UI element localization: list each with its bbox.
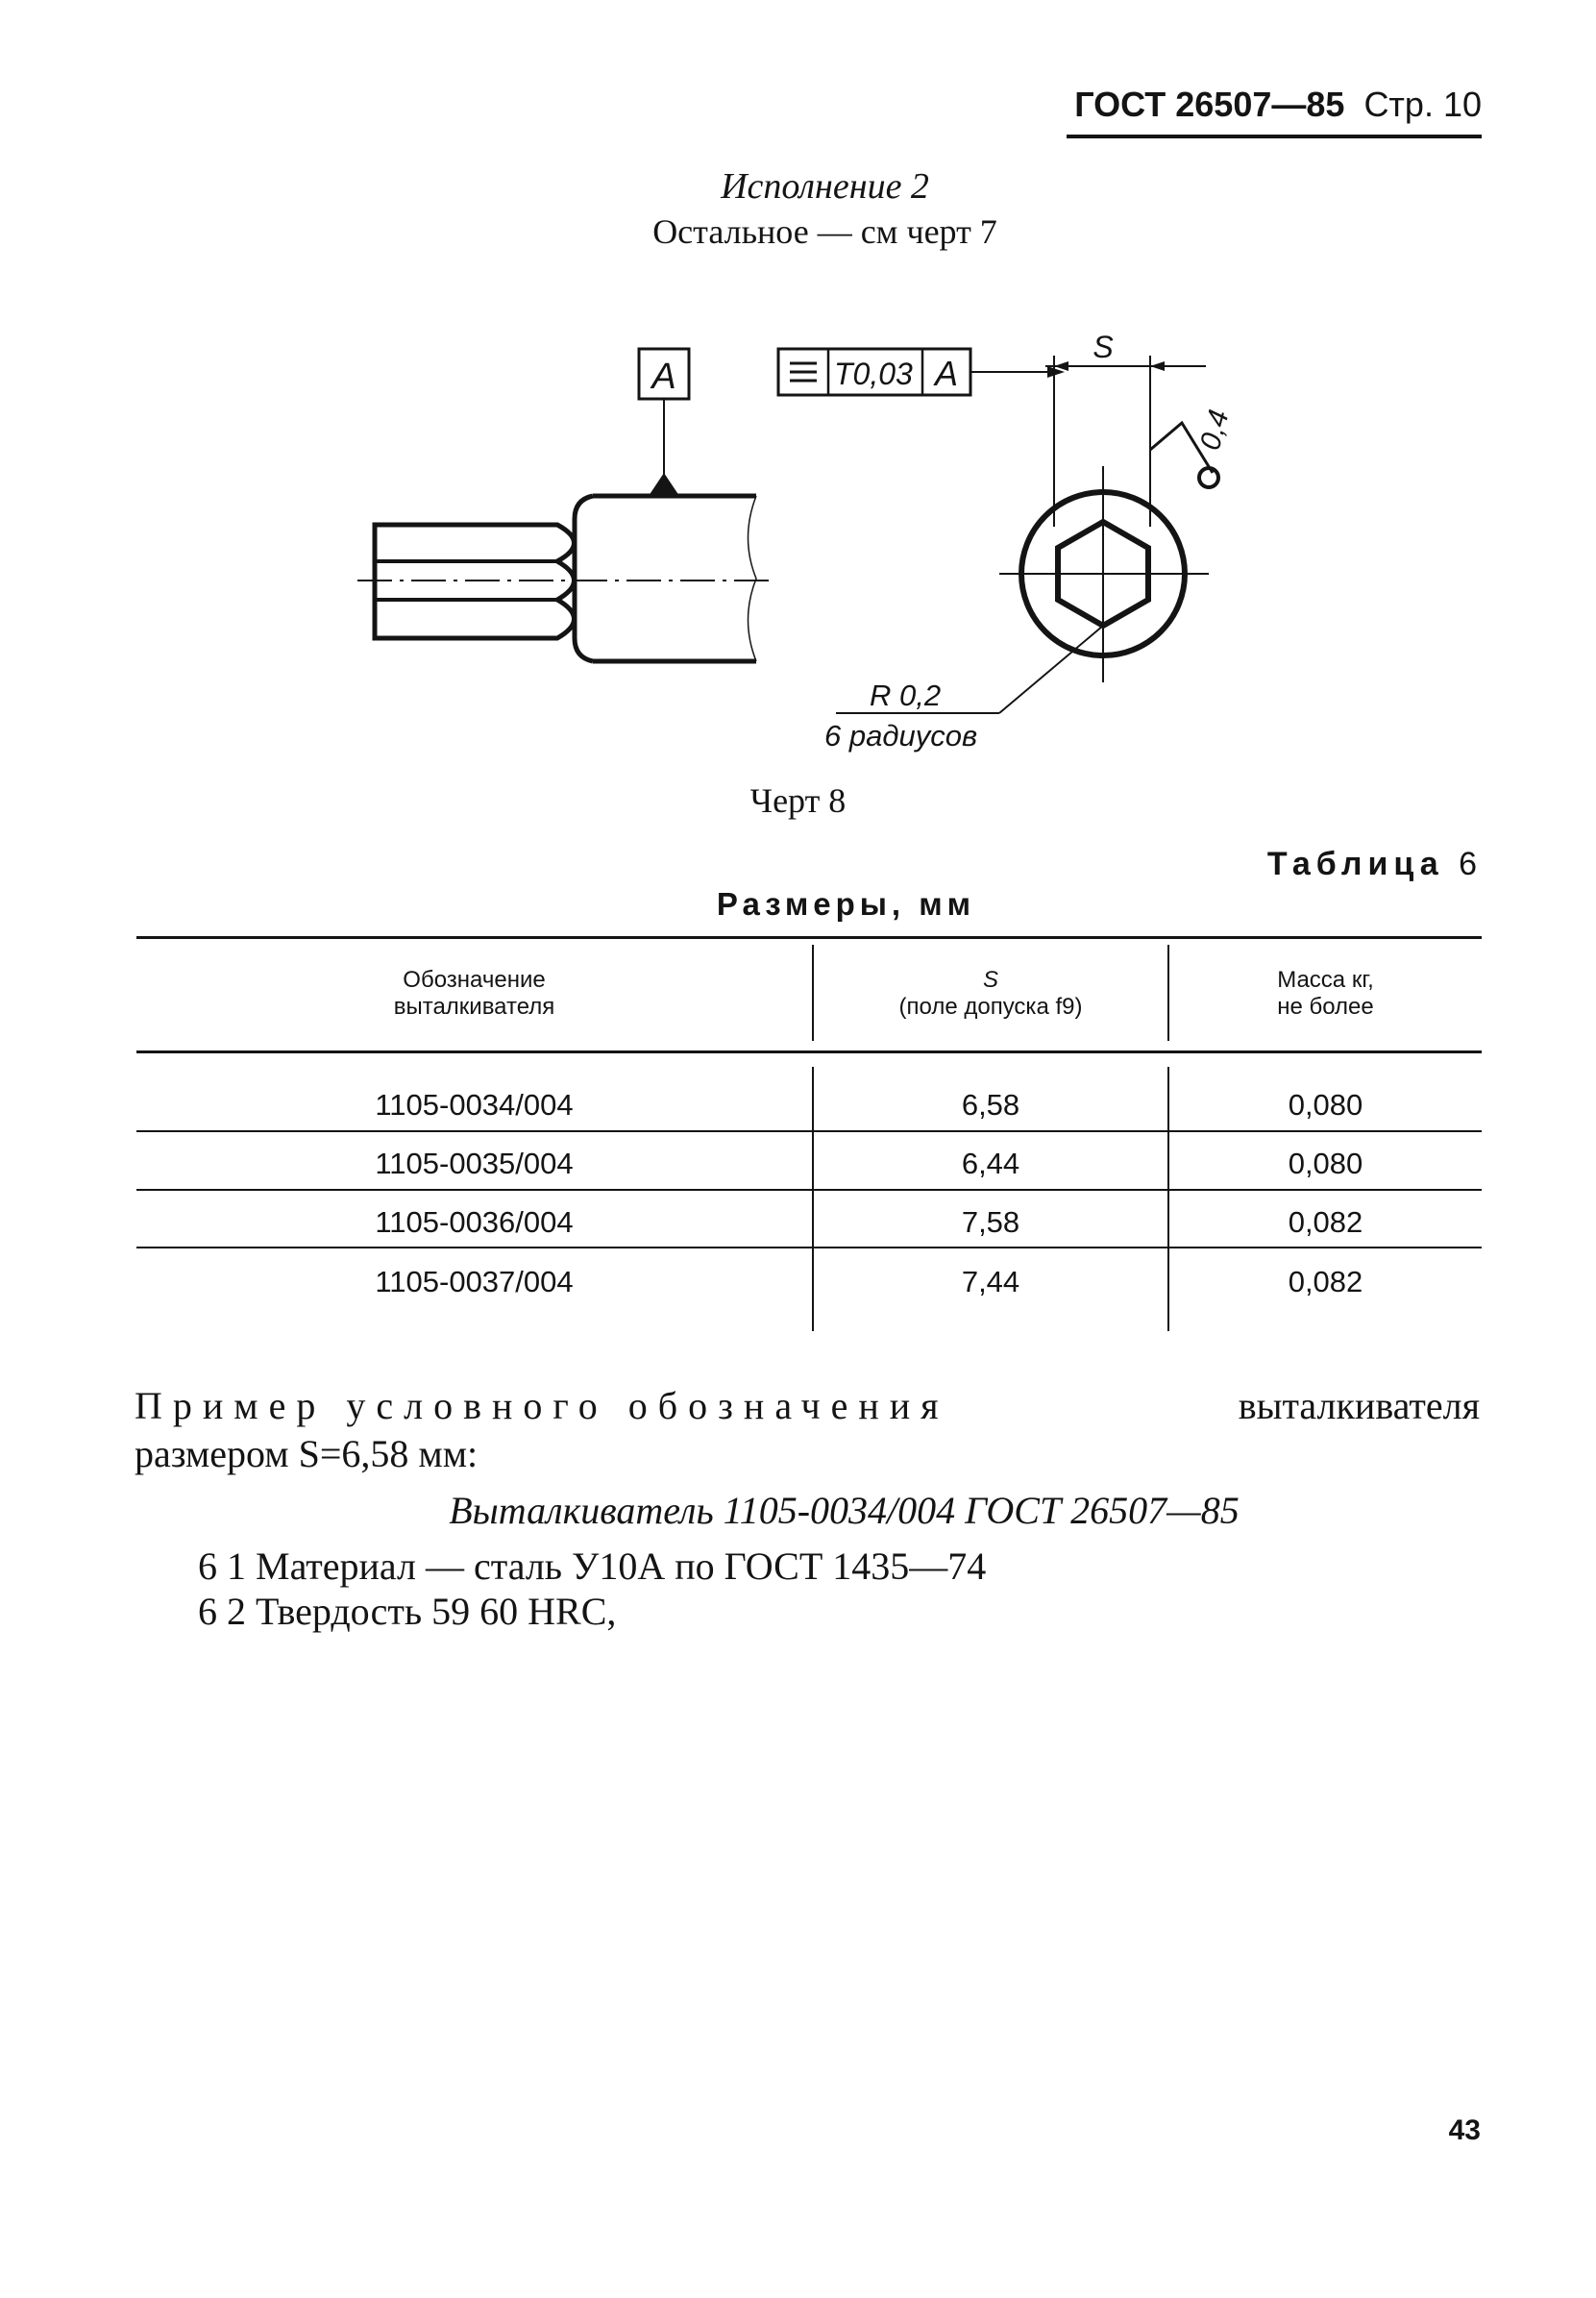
version-title: Исполнение 2 — [721, 166, 929, 207]
table-header-rule — [136, 1050, 1482, 1053]
col-header-designation: Обозначение выталкивателя — [393, 967, 555, 1020]
table-cell-s: 7,44 — [961, 1265, 1020, 1298]
table-label — [1267, 846, 1483, 883]
datum-letter: A — [651, 357, 676, 397]
example-designation: Выталкиватель 1105-0034/004 ГОСТ 26507—85 — [449, 1489, 1240, 1532]
clause-material: 6 1 Материал — сталь У10А по ГОСТ 1435—74 — [198, 1544, 987, 1588]
example-line-1 — [135, 1381, 1480, 1431]
technical-drawing — [0, 0, 1596, 788]
drawing-caption: Черт 8 — [749, 781, 847, 820]
page-label: Стр. 10 — [1363, 85, 1482, 124]
table-cell-mass: 0,080 — [1288, 1088, 1363, 1122]
col-header-s: S (поле допуска f9) — [898, 967, 1083, 1020]
datum-triangle — [649, 473, 679, 496]
table-cell-s: 6,44 — [961, 1147, 1020, 1180]
table-cell-designation: 1105-0035/004 — [375, 1147, 574, 1180]
version-note: Остальное — см черт 7 — [652, 212, 997, 251]
dim-s-label: S — [1093, 330, 1114, 364]
table-label-word: Таблица — [1266, 846, 1444, 882]
example-spaced-text: Пример условного обозначения — [135, 1384, 949, 1427]
part-shoulder — [575, 496, 593, 661]
tolerance-value: T0,03 — [834, 357, 913, 391]
table-cell-s: 7,58 — [961, 1205, 1020, 1239]
example-line-2: размером S=6,58 мм: — [135, 1432, 479, 1475]
table-row-rule — [136, 1247, 1482, 1248]
example-tail: выталкивателя — [1238, 1384, 1480, 1427]
table-caption: Размеры, мм — [716, 886, 976, 922]
radius-count: 6 радиусов — [824, 719, 978, 753]
radius-label: R 0,2 — [870, 679, 942, 712]
table-cell-mass: 0,080 — [1288, 1147, 1363, 1180]
col-header-mass: Масса кг, не более — [1277, 967, 1374, 1020]
table-cell-designation: 1105-0034/004 — [375, 1088, 574, 1122]
table-row-rule — [136, 1130, 1482, 1132]
break-line — [749, 496, 757, 661]
table-cell-mass: 0,082 — [1288, 1265, 1363, 1298]
table-number: 6 — [1459, 846, 1483, 882]
standard-number: ГОСТ 26507—85 — [1074, 85, 1345, 124]
table-row-rule — [136, 1189, 1482, 1191]
clause-hardness: 6 2 Твердость 59 60 HRC, — [198, 1590, 617, 1633]
table-cell-designation: 1105-0036/004 — [375, 1205, 574, 1239]
roughness-circle-icon — [1199, 468, 1218, 487]
table-top-rule — [136, 936, 1482, 939]
table-cell-designation: 1105-0037/004 — [375, 1265, 574, 1298]
tolerance-datum: A — [934, 354, 959, 393]
table-cell-s: 6,58 — [961, 1088, 1020, 1122]
table-cell-mass: 0,082 — [1288, 1205, 1363, 1239]
roughness-value: 0,4 — [1193, 406, 1236, 454]
page-number: 43 — [1448, 2114, 1481, 2146]
